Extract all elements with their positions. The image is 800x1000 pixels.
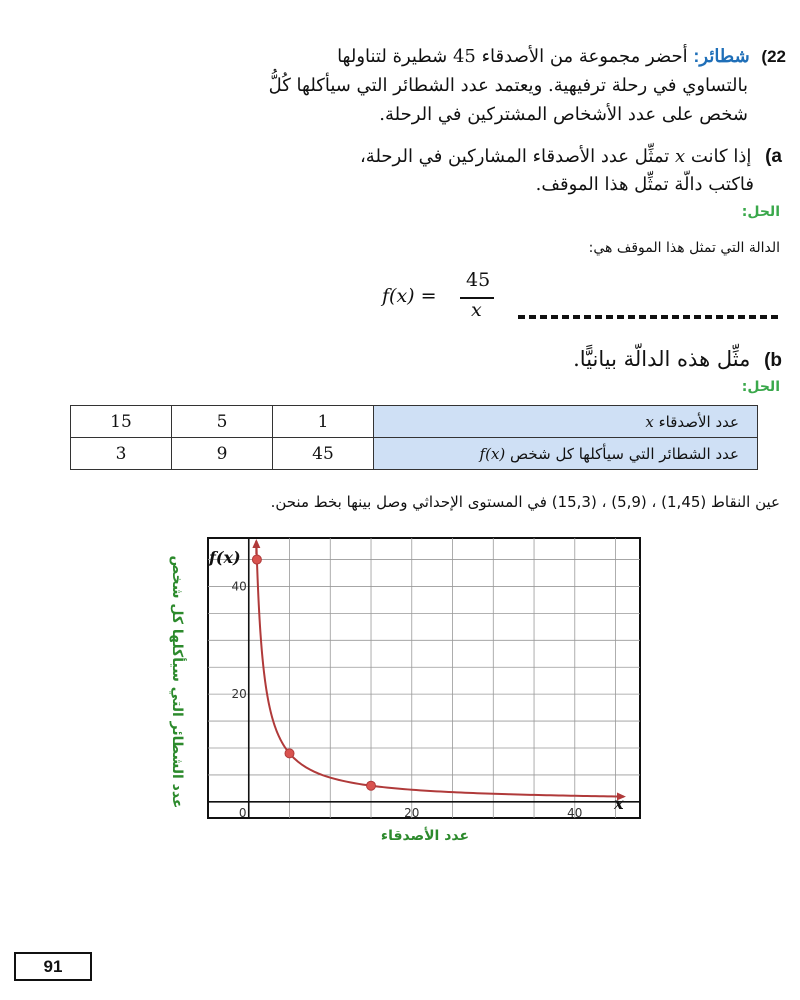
x-tick-label: 0	[238, 805, 247, 820]
data-point	[285, 749, 294, 758]
page-number: 91	[14, 952, 92, 981]
part-b-text: مثِّل هذه الدالّة بيانيًّا.	[573, 347, 751, 371]
y-tick-label: 40	[231, 579, 247, 594]
formula-numerator: 45	[466, 269, 491, 291]
part-b	[162, 345, 782, 375]
function-intro: الدالة التي تمثل هذا الموقف هي:	[588, 240, 780, 256]
y-tick-label: 20	[231, 687, 247, 702]
part-b-label: b)	[764, 350, 782, 371]
table-head-var: x	[645, 412, 654, 431]
solution-label-b: الحل:	[741, 379, 780, 395]
function-graph	[180, 528, 645, 823]
part-a-line-2: فاكتب دالّة تمثِّل هذا الموقف.	[535, 174, 754, 195]
problem-line-1	[146, 42, 786, 71]
table-head-text: عدد الأصدقاء	[658, 412, 739, 431]
problem-line-2: بالتساوي في رحلة ترفيهية. ويعتمد عدد الشطائر التي سيأكلها كُلُّ	[268, 75, 748, 96]
chart-grid	[208, 538, 640, 818]
problem-line-3: شخص على عدد الأشخاص المشتركين في الرحلة.	[379, 104, 748, 125]
x-axis-label: x	[614, 794, 624, 813]
solution-label-a: الحل:	[741, 204, 780, 220]
chart-frame	[208, 538, 640, 818]
problem-text-1: أحضر مجموعة من الأصدقاء 45 شطيرة لتناولها	[337, 46, 688, 67]
table-cell: 15	[71, 406, 172, 438]
y-title-text: عدد الشطائر التي سيأكلها كل شخص	[169, 555, 185, 809]
table-row-header	[374, 406, 758, 438]
formula	[370, 266, 510, 326]
table-head-var: f(x)	[479, 444, 506, 463]
problem-statement	[146, 42, 786, 129]
x-title: عدد الأصدقاء	[380, 828, 470, 844]
formula-denominator: x	[471, 299, 482, 321]
table-row	[71, 438, 758, 470]
y-title	[152, 557, 202, 807]
part-a-pre: إذا كانت	[690, 146, 752, 167]
table-cell: 9	[172, 438, 273, 470]
table-row-header	[374, 438, 758, 470]
problem-keyword: شطائر:	[693, 46, 750, 66]
data-point	[252, 555, 261, 564]
x-tick-label: 20	[404, 805, 420, 820]
formula-lhs: f(x) =	[382, 285, 437, 307]
dashed-divider	[518, 315, 780, 319]
values-table	[70, 405, 758, 470]
points-instruction: عين النقاط (1,45) ، (5,9) ، (15,3) في المستوى الإحداثي وصل بينها بخط منحن.	[270, 493, 780, 511]
x-tick-label: 40	[567, 805, 583, 820]
data-point	[367, 781, 376, 790]
y-axis-label: f(x)	[209, 548, 241, 567]
part-a	[162, 143, 782, 199]
table-cell: 1	[273, 406, 374, 438]
part-a-post: تمثِّل عدد الأصدقاء المشاركين في الرحلة،	[360, 146, 670, 167]
table-cell: 45	[273, 438, 374, 470]
part-a-line-1	[162, 143, 782, 171]
table-cell: 5	[172, 406, 273, 438]
table-head-text: عدد الشطائر التي سيأكلها كل شخص	[510, 444, 739, 463]
problem-number: 22)	[761, 47, 786, 66]
table-row	[71, 406, 758, 438]
table-cell: 3	[71, 438, 172, 470]
part-a-var: x	[674, 146, 686, 167]
part-a-label: a)	[765, 146, 782, 167]
